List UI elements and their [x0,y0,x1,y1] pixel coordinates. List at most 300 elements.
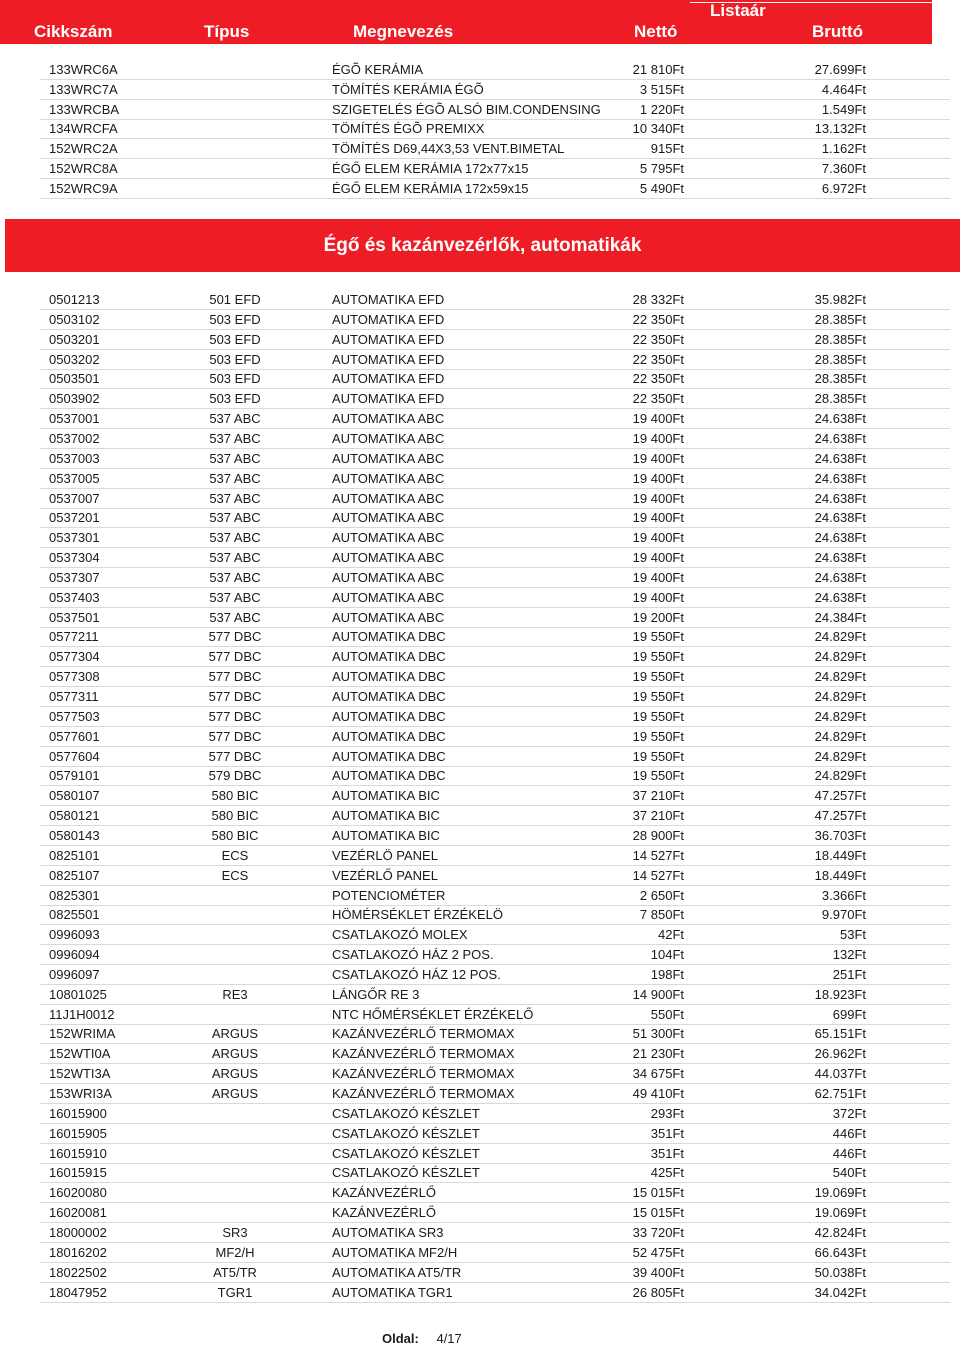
table-row [40,866,950,886]
cell-gross: 251Ft [832,966,866,982]
table-row [40,489,950,509]
header-listprice: Listaár [710,1,766,20]
cell-name: SZIGETELÉS ÉGÕ ALSÓ BIM.CONDENSING [332,101,601,117]
cell-gross: 446Ft [832,1125,866,1141]
cell-type: 577 DBC [208,728,262,744]
cell-name: AUTOMATIKA DBC [332,768,446,784]
cell-net: 28 900Ft [632,827,684,843]
cell-gross: 24.384Ft [814,609,866,625]
table-row [40,429,950,449]
cell-gross: 50.038Ft [814,1264,866,1280]
cell-name: KAZÁNVEZÉRLŐ [332,1185,437,1201]
cell-net: 19 550Ft [632,649,684,665]
cell-code: 0996097 [49,966,100,982]
cell-code: 0580143 [49,827,100,843]
cell-type: 501 EFD [209,292,261,307]
cell-gross: 28.385Ft [814,311,866,327]
cell-code: 153WRI3A [49,1086,112,1101]
cell-code: 0537001 [49,411,100,427]
cell-code: 11J1H0012 [49,1006,115,1022]
cell-net: 19 550Ft [632,689,684,704]
cell-code: 0503902 [49,391,100,407]
cell-type: 537 ABC [209,510,261,526]
cell-name: AUTOMATIKA ABC [332,589,445,605]
cell-name: TÖMÍTÉS D69,44X3,53 VENT.BIMETAL [332,141,565,157]
table-row [40,786,950,806]
cell-net: 33 720Ft [632,1224,684,1240]
cell-gross: 24.829Ft [814,708,866,724]
cell-net: 22 350Ft [632,391,684,407]
table-row [40,449,950,469]
cell-name: VEZÉRLÖ PANEL [332,847,438,863]
table-row [40,1183,950,1203]
cell-name: HÖMÉRSÉKLET ÉRZÉKELÖ [332,907,503,923]
cell-code: 18000002 [49,1224,107,1240]
cell-code: 16020080 [49,1185,107,1201]
cell-net: 22 350Ft [632,331,684,347]
cell-gross: 24.638Ft [814,530,866,546]
cell-name: ÉGÕ KERÁMIA [332,62,424,77]
cell-gross: 24.638Ft [814,490,866,506]
cell-code: 0503202 [49,351,100,367]
cell-gross: 18.449Ft [814,867,866,883]
cell-name: AUTOMATIKA EFD [332,371,445,387]
cell-gross: 62.751Ft [814,1086,866,1101]
cell-type: ECS [221,867,249,883]
cell-gross: 24.829Ft [814,669,866,685]
cell-code: 0579101 [49,768,100,784]
cell-gross: 372Ft [832,1105,866,1121]
cell-gross: 6.972Ft [821,180,866,196]
cell-code: 0537501 [49,609,100,625]
header-name: Megnevezés [353,22,454,41]
cell-type: 579 DBC [208,768,262,784]
table-row [40,806,950,826]
cell-code: 0825501 [49,907,100,923]
cell-gross: 24.638Ft [814,450,866,466]
cell-name: AUTOMATIKA EFD [332,351,445,367]
cell-name: AUTOMATIKA ABC [332,609,445,625]
cell-net: 21 230Ft [632,1046,684,1062]
cell-name: VEZÉRLŐ PANEL [332,867,438,883]
cell-name: AUTOMATIKA ABC [332,470,445,486]
cell-net: 351Ft [650,1125,684,1141]
cell-net: 198Ft [650,966,684,982]
table-row [40,330,950,350]
header-gross: Bruttó [812,22,863,41]
cell-code: 0577601 [49,728,100,744]
cell-code: 0537307 [49,569,100,585]
cell-gross: 24.638Ft [814,589,866,605]
cell-net: 5 795Ft [639,161,684,176]
cell-gross: 540Ft [832,1165,866,1181]
cell-type: ARGUS [211,1086,259,1101]
cell-name: AUTOMATIKA SR3 [332,1224,444,1240]
cell-code: 0825301 [49,887,100,903]
cell-gross: 24.638Ft [814,430,866,446]
cell-name: AUTOMATIKA EFD [332,292,445,307]
cell-name: AUTOMATIKA ABC [332,569,445,585]
cell-name: CSATLAKOZÓ HÁZ 12 POS. [332,966,501,982]
table-row [40,1064,950,1084]
cell-gross: 24.829Ft [814,748,866,764]
cell-name: AUTOMATIKA MF2/H [332,1244,458,1260]
table-row [40,925,950,945]
cell-type: ECS [221,847,249,863]
cell-net: 19 550Ft [632,728,684,744]
cell-net: 19 400Ft [632,510,684,526]
cell-type: 537 ABC [209,450,261,466]
cell-code: 18022502 [49,1264,107,1280]
cell-gross: 26.962Ft [814,1046,866,1062]
cell-name: CSATLAKOZÓ KÉSZLET [332,1125,480,1141]
cell-net: 19 400Ft [632,430,684,446]
cell-code: 0503201 [49,331,100,347]
cell-gross: 132Ft [832,947,866,963]
cell-gross: 24.638Ft [814,470,866,486]
cell-name: AUTOMATIKA ABC [332,430,445,446]
cell-name: LÁNGŐR RE 3 [332,986,420,1002]
page-number: 4/17 [436,1331,462,1346]
cell-net: 10 340Ft [632,121,684,137]
cell-net: 28 332Ft [632,292,684,307]
cell-code: 152WRC2A [49,141,118,157]
header-type: Típus [204,22,250,41]
page-footer [382,1331,462,1346]
cell-name: ÉGŐ ELEM KERÁMIA 172x59x15 [332,180,529,196]
cell-net: 550Ft [650,1006,684,1022]
cell-gross: 24.829Ft [814,649,866,665]
cell-gross: 53Ft [839,927,866,943]
cell-code: 0996094 [49,947,100,963]
cell-code: 133WRCBA [49,101,120,117]
cell-name: AUTOMATIKA BIC [332,808,440,824]
cell-gross: 35.982Ft [814,292,866,307]
cell-code: 0577211 [49,629,99,645]
cell-net: 15 015Ft [632,1205,684,1221]
cell-gross: 1.162Ft [821,141,866,157]
cell-type: ARGUS [211,1066,259,1082]
cell-name: AUTOMATIKA ABC [332,530,445,546]
table-row [40,1104,950,1124]
cell-gross: 24.829Ft [814,629,866,645]
cell-gross: 7.360Ft [821,161,866,176]
cell-name: AUTOMATIKA DBC [332,649,446,665]
cell-net: 915Ft [650,141,684,157]
cell-code: 0577503 [49,708,100,724]
cell-type: 577 DBC [208,708,262,724]
table-row [40,350,950,370]
cell-gross: 4.464Ft [821,81,866,97]
cell-type: AT5/TR [213,1264,257,1280]
cell-name: AUTOMATIKA EFD [332,391,445,407]
table-row [40,1005,950,1025]
header-net: Nettó [634,22,678,41]
cell-type: 537 ABC [209,550,261,566]
cell-net: 39 400Ft [632,1264,684,1280]
cell-name: AUTOMATIKA DBC [332,689,446,704]
cell-code: 152WRC8A [49,161,118,176]
cell-type: 503 EFD [209,331,261,347]
table-row [40,1124,950,1144]
cell-gross: 65.151Ft [814,1026,866,1042]
cell-gross: 18.923Ft [814,986,866,1002]
cell-gross: 36.703Ft [814,827,866,843]
cell-gross: 24.829Ft [814,728,866,744]
cell-net: 19 550Ft [632,748,684,764]
table-row [40,588,950,608]
cell-net: 19 550Ft [632,629,684,645]
cell-gross: 28.385Ft [814,391,866,407]
cell-net: 14 900Ft [632,986,684,1002]
cell-type: ARGUS [211,1026,259,1042]
cell-gross: 3.366Ft [821,887,866,903]
cell-net: 19 200Ft [632,609,684,625]
cell-name: AUTOMATIKA EFD [332,331,445,347]
table-row [40,369,950,389]
table-row [40,80,950,100]
cell-type: 537 ABC [209,589,261,605]
cell-type: 537 ABC [209,569,261,585]
cell-name: AUTOMATIKA ABC [332,411,445,427]
cell-name: KAZÁNVEZÉRLŐ TERMOMAX [332,1086,515,1101]
cell-net: 5 490Ft [639,180,684,196]
page-label: Oldal: [382,1331,419,1346]
cell-gross: 19.069Ft [814,1185,866,1201]
cell-gross: 28.385Ft [814,371,866,387]
cell-code: 0577308 [49,669,100,685]
cell-name: AUTOMATIKA EFD [332,311,445,327]
cell-code: 18047952 [49,1284,107,1300]
cell-net: 52 475Ft [632,1244,684,1260]
table-row [40,60,950,80]
cell-code: 16015905 [49,1125,107,1141]
cell-net: 15 015Ft [632,1185,684,1201]
cell-code: 0996093 [49,927,100,943]
section-title: Égő és kazánvezérlők, automatikák [5,219,960,272]
cell-code: 152WTI0A [49,1046,111,1062]
cell-code: 0577304 [49,649,100,665]
cell-gross: 1.549Ft [821,101,866,117]
cell-gross: 18.449Ft [814,847,866,863]
cell-net: 7 850Ft [639,907,684,923]
table-row [40,647,950,667]
table-row [40,747,950,767]
cell-code: 0503102 [49,311,100,327]
cell-type: 577 DBC [208,649,262,665]
table-row [40,508,950,528]
table-row [40,100,950,120]
cell-net: 49 410Ft [632,1086,684,1101]
cell-type: RE3 [222,986,248,1002]
cell-code: 0580121 [49,808,100,824]
cell-name: AUTOMATIKA DBC [332,748,446,764]
cell-type: 577 DBC [208,669,262,685]
table-row [40,1084,950,1104]
cell-type: MF2/H [215,1244,255,1260]
cell-gross: 19.069Ft [814,1205,866,1221]
cell-name: NTC HŐMÉRSÉKLET ÉRZÉKELŐ [332,1006,534,1022]
cell-name: AUTOMATIKA BIC [332,788,440,804]
table-row [40,1223,950,1243]
cell-net: 19 400Ft [632,490,684,506]
cell-name: KAZÁNVEZÉRLŐ [332,1205,437,1221]
table-row [40,1144,950,1164]
table-row [40,568,950,588]
cell-type: 503 EFD [209,351,261,367]
cell-net: 19 400Ft [632,569,684,585]
header-code: Cikkszám [34,22,113,41]
cell-net: 19 550Ft [632,708,684,724]
cell-net: 14 527Ft [632,847,684,863]
cell-gross: 24.638Ft [814,510,866,526]
cell-code: 0537301 [49,530,100,546]
cell-net: 22 350Ft [632,351,684,367]
cell-net: 22 350Ft [632,371,684,387]
cell-code: 16015910 [49,1145,107,1161]
table-row [40,1203,950,1223]
cell-net: 34 675Ft [632,1066,684,1082]
cell-name: TÖMÍTÉS KERÁMIA ÉGÕ [332,81,484,97]
cell-name: CSATLAKOZÓ KÉSZLET [332,1105,480,1121]
cell-name: CSATLAKOZÓ KÉSZLET [332,1165,480,1181]
cell-code: 0577604 [49,748,100,764]
cell-name: CSATLAKOZÓ KÉSZLET [332,1145,480,1161]
table-row [40,608,950,628]
cell-code: 18016202 [49,1244,107,1260]
table-row [40,469,950,489]
cell-name: CSATLAKOZÓ MOLEX [332,927,468,943]
cell-name: AUTOMATIKA TGR1 [332,1284,453,1300]
table-header [0,0,932,44]
table-row [40,119,950,139]
cell-gross: 44.037Ft [814,1066,866,1082]
cell-net: 37 210Ft [632,808,684,824]
cell-net: 19 400Ft [632,450,684,466]
cell-net: 19 400Ft [632,530,684,546]
table-row [40,548,950,568]
cell-type: 537 ABC [209,530,261,546]
cell-type: 580 BIC [211,788,259,804]
cell-name: KAZÁNVEZÉRLŐ TERMOMAX [332,1066,515,1082]
cell-type: 537 ABC [209,470,261,486]
cell-code: 0537201 [49,510,100,526]
cell-name: CSATLAKOZÓ HÁZ 2 POS. [332,947,494,963]
table-row [40,409,950,429]
cell-name: TÖMÍTÉS ÉGÕ PREMIXX [332,121,485,137]
table-row [40,310,950,330]
table-row [40,667,950,687]
cell-code: 0503501 [49,371,100,387]
cell-type: 577 DBC [208,689,262,704]
cell-code: 134WRCFA [49,121,118,137]
cell-net: 3 515Ft [639,81,684,97]
cell-code: 16015900 [49,1105,107,1121]
cell-gross: 446Ft [832,1145,866,1161]
cell-net: 19 550Ft [632,669,684,685]
cell-gross: 28.385Ft [814,351,866,367]
cell-code: 0537403 [49,589,100,605]
cell-net: 19 400Ft [632,411,684,427]
cell-net: 351Ft [650,1145,684,1161]
cell-type: 503 EFD [209,311,261,327]
cell-name: AUTOMATIKA ABC [332,450,445,466]
cell-code: 0537002 [49,430,100,446]
table-row [40,846,950,866]
cell-gross: 28.385Ft [814,331,866,347]
cell-code: 152WTI3A [49,1066,111,1082]
cell-type: 577 DBC [208,629,262,645]
table-row [40,159,950,179]
cell-code: 10801025 [49,986,107,1002]
cell-gross: 47.257Ft [814,808,866,824]
table-row [40,1024,950,1044]
cell-name: AUTOMATIKA DBC [332,669,446,685]
cell-type: 537 ABC [209,609,261,625]
cell-gross: 27.699Ft [814,62,866,77]
cell-net: 19 550Ft [632,768,684,784]
table-row [40,945,950,965]
cell-name: AUTOMATIKA ABC [332,490,445,506]
cell-type: ARGUS [211,1046,259,1062]
cell-gross: 24.638Ft [814,550,866,566]
cell-code: 16020081 [49,1205,107,1221]
cell-net: 1 220Ft [639,101,684,117]
table-row [40,826,950,846]
cell-name: AUTOMATIKA ABC [332,550,445,566]
cell-net: 19 400Ft [632,470,684,486]
cell-net: 2 650Ft [639,887,684,903]
cell-name: AUTOMATIKA DBC [332,629,446,645]
cell-net: 19 400Ft [632,589,684,605]
cell-name: POTENCIOMÉTER [332,887,446,903]
cell-gross: 24.638Ft [814,569,866,585]
table-row [40,905,950,925]
table-row [40,290,950,310]
cell-net: 51 300Ft [632,1026,684,1042]
cell-type: SR3 [222,1224,248,1240]
cell-name: AUTOMATIKA DBC [332,708,446,724]
table-row [40,687,950,707]
cell-type: 503 EFD [209,371,261,387]
cell-name: ÉGŐ ELEM KERÁMIA 172x77x15 [332,161,529,176]
table-row [40,528,950,548]
cell-type: 580 BIC [211,808,259,824]
cell-name: AUTOMATIKA AT5/TR [332,1264,462,1280]
cell-gross: 24.829Ft [814,768,866,784]
cell-net: 37 210Ft [632,788,684,804]
cell-code: 0825101 [49,847,100,863]
cell-net: 26 805Ft [632,1284,684,1300]
cell-net: 14 527Ft [632,867,684,883]
cell-gross: 24.829Ft [814,689,866,704]
cell-type: TGR1 [217,1284,253,1300]
cell-name: AUTOMATIKA DBC [332,728,446,744]
cell-code: 0537304 [49,550,100,566]
cell-gross: 24.638Ft [814,411,866,427]
cell-type: 503 EFD [209,391,261,407]
cell-gross: 66.643Ft [814,1244,866,1260]
cell-code: 0537007 [49,490,100,506]
cell-net: 22 350Ft [632,311,684,327]
cell-net: 104Ft [650,947,684,963]
cell-code: 0825107 [49,867,100,883]
cell-gross: 34.042Ft [814,1284,866,1300]
cell-code: 133WRC7A [49,81,118,97]
table-row [40,1163,950,1183]
cell-name: AUTOMATIKA ABC [332,510,445,526]
cell-gross: 42.824Ft [814,1224,866,1240]
